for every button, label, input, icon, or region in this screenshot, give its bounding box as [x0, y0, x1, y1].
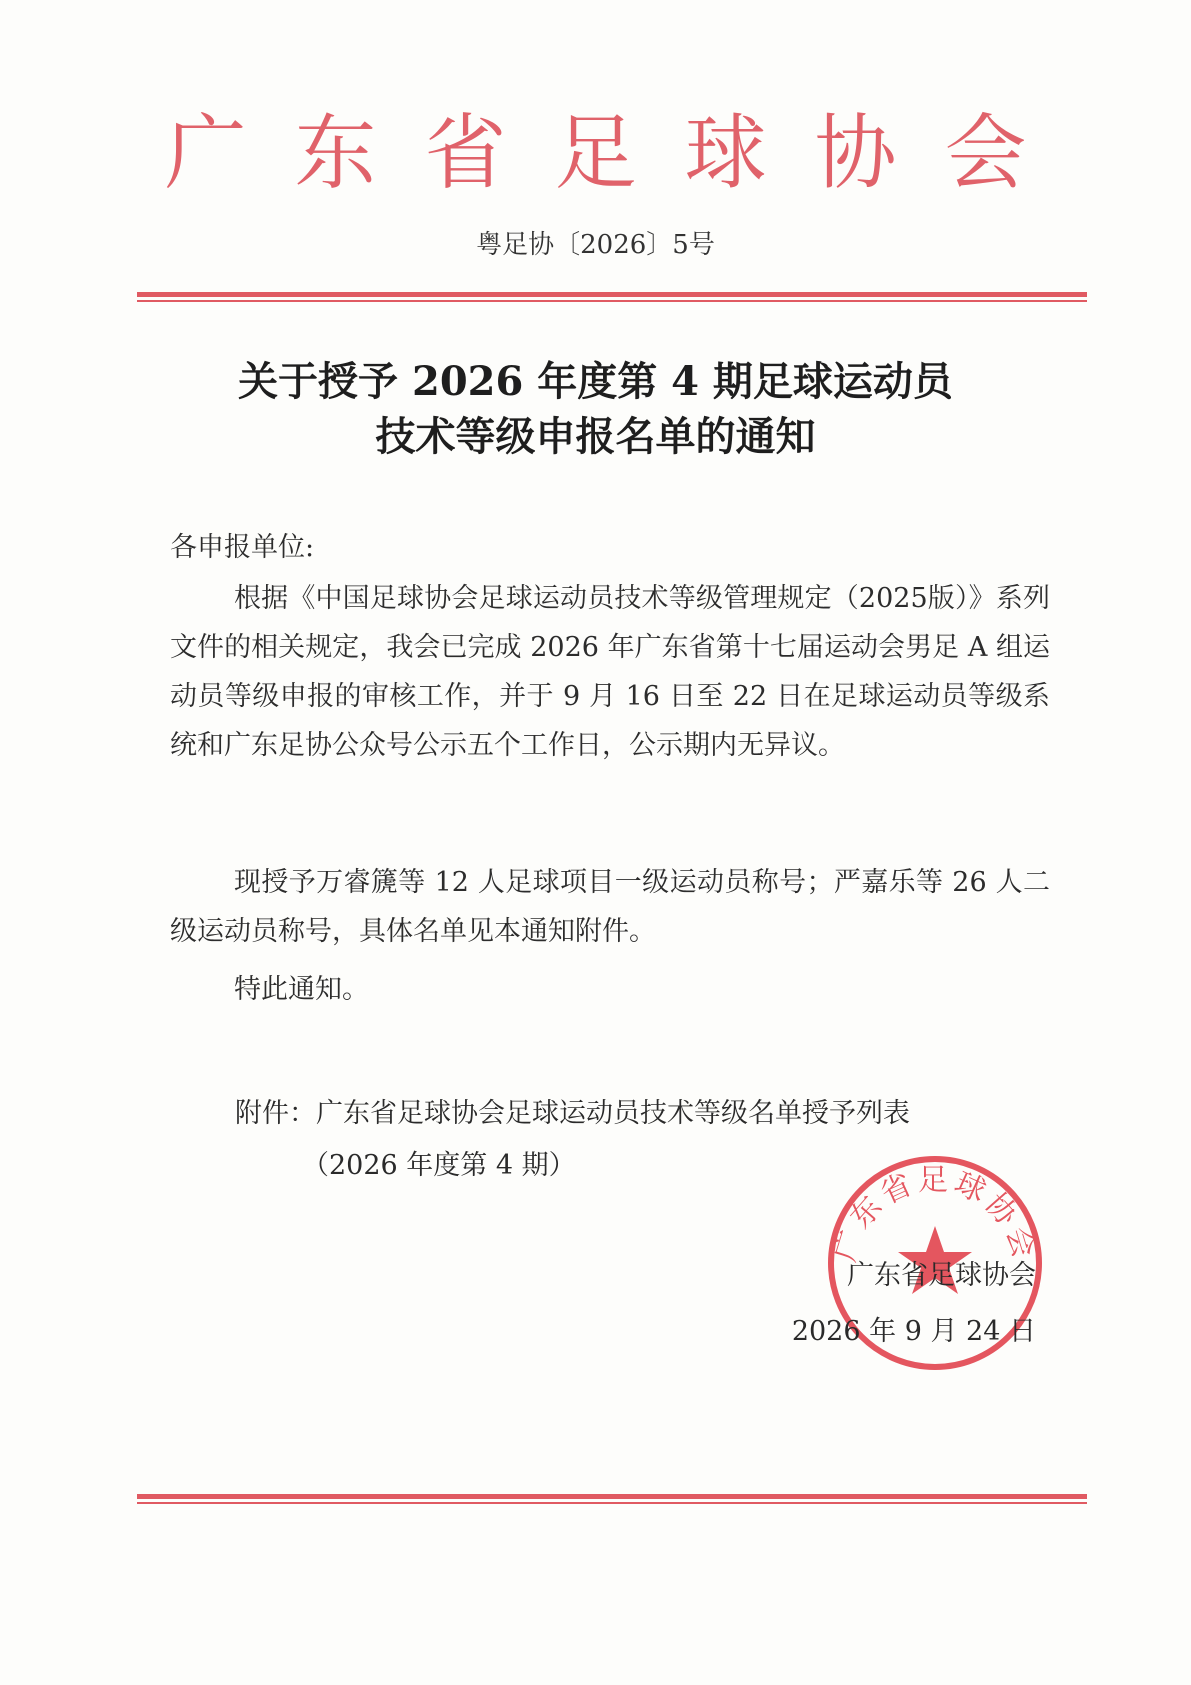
document-number: 粤足协〔2026〕5号 — [476, 230, 715, 260]
signature-org: 广东省足球协会 — [847, 1260, 1036, 1291]
body-paragraph-1: 根据《中国足球协会足球运动员技术等级管理规定（2025版）》系列文件的相关规定，我会已完成 2026 年广东省第十七届运动会男足 A 组运动员等级申报的审核工作，并于 9 月 16 日至 22 日在足球运动员等级系统和广东足协公众号公示五个工作日，公示期内无异议。 — [170, 583, 1050, 761]
salutation: 各申报单位: — [170, 532, 315, 563]
signature-block — [792, 1248, 1036, 1360]
closing-line: 特此通知。 — [234, 974, 369, 1005]
notice-title-line-1: 关于授予 2026 年度第 4 期足球运动员 — [238, 358, 953, 405]
footer-divider — [137, 1494, 1087, 1504]
attachment-title-line-2: （2026 年度第 4 期） — [302, 1150, 576, 1181]
header-divider — [137, 292, 1087, 302]
org-header-title: 广东省足球协会 — [164, 106, 1075, 201]
attachment-title-line-1: 附件：广东省足球协会足球运动员技术等级名单授予列表 — [235, 1098, 910, 1129]
attachment-note — [235, 1088, 910, 1192]
notice-title-line-2: 技术等级申报名单的通知 — [375, 413, 816, 460]
seal-text: 广东省足球协会 — [827, 1163, 1043, 1266]
body-paragraph-2: 现授予万睿篪等 12 人足球项目一级运动员称号；严嘉乐等 26 人二级运动员称号，具体名单见本通知附件。 — [170, 867, 1050, 947]
signature-date: 2026 年 9 月 24 日 — [791, 1316, 1036, 1347]
